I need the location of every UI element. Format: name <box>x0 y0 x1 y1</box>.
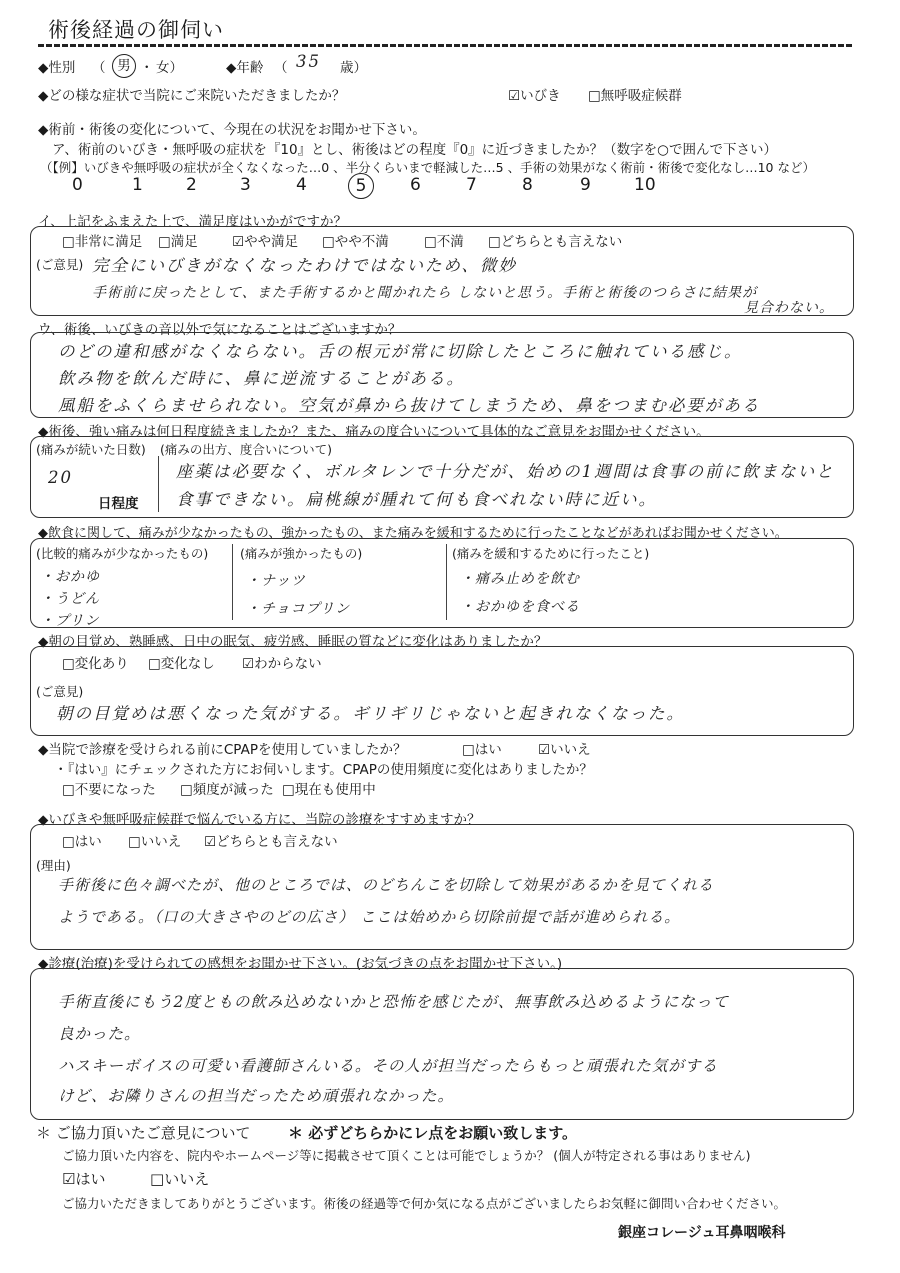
q10-answer-line-4[interactable]: けど、お隣りさんの担当だったため頑張れなかった。 <box>58 1087 455 1105</box>
q2-sub-a: ア、術前のいびき・無呼吸の症状を『10』とし、術後はどの程度『0』に近づきましたか？（数字を○で囲んで下さい） <box>52 142 777 158</box>
q8-option-label: いいえ <box>550 742 591 758</box>
q7-option-3[interactable] <box>242 652 322 672</box>
scale-3[interactable]: 3 <box>240 175 251 195</box>
clinic-name: 銀座コレージュ耳鼻咽喉科 <box>618 1225 786 1241</box>
q8-sub-question: ・『はい』にチェックされた方にお伺いします。CPAPの使用頻度に変化はありましたか？ <box>54 762 593 778</box>
q4-answer-line-1[interactable]: のどの違和感がなくならない。舌の根元が常に切除したところに触れている感じ。 <box>58 342 743 361</box>
q7-option-label: 変化あり <box>74 656 129 672</box>
checkbox-icon[interactable] <box>424 234 437 250</box>
q6-divider-2 <box>446 544 447 620</box>
q3-opinion-label: (ご意見) <box>36 257 84 272</box>
scale-0[interactable]: 0 <box>72 175 83 195</box>
q8-sub-option-label: 現在も使用中 <box>294 782 376 798</box>
q5-days-unit: 日程度 <box>98 496 139 512</box>
q1-question: ◆どの様な症状で当院にご来院いただきましたか？ <box>38 88 346 104</box>
q3-option-6[interactable] <box>488 230 622 250</box>
q7-opinion-label: (ご意見) <box>36 684 84 699</box>
q1-option-snoring[interactable] <box>508 84 561 104</box>
gender-female-option[interactable]: 女） <box>156 60 183 76</box>
age-open-paren: （ <box>274 60 288 76</box>
checkbox-icon[interactable] <box>282 782 295 798</box>
checkbox-checked-icon[interactable] <box>204 834 216 850</box>
q1-option-apnea[interactable] <box>588 84 682 104</box>
q8-question: ◆当院で診療を受けられる前にCPAPを使用していましたか？ <box>38 742 407 758</box>
q5-question: ◆術後、強い痛みは何日程度続きましたか？また、痛みの度合いについて具体的なご意見をお聞かせください。 <box>38 424 710 440</box>
q8-sub-option-label: 不要になった <box>74 782 156 798</box>
checkbox-icon[interactable] <box>588 88 601 104</box>
checkbox-checked-icon[interactable] <box>62 1170 75 1188</box>
q2-example: （【例】いびきや無呼吸の症状が全くなくなった…0 、半分くらいまで軽減した…5 、手術の効果がなく術前・術後で変化なし…10 など） <box>40 160 815 175</box>
q3-answer-line-2[interactable]: 手術前に戻ったとして、また手術するかと聞かれたら しないと思う。手術と術後のつらさに結果が <box>92 285 758 301</box>
checkbox-icon[interactable] <box>62 782 75 798</box>
page-title: 術後経過の御伺い <box>48 18 224 42</box>
q5-divider <box>158 456 159 512</box>
q3-option-label: やや不満 <box>334 234 389 250</box>
q8-sub-option-3[interactable] <box>282 778 376 798</box>
q3-option-label: やや満足 <box>244 234 299 250</box>
q3-option-label: 非常に満足 <box>74 234 143 250</box>
scale-1[interactable]: 1 <box>132 175 143 195</box>
checkbox-icon[interactable] <box>62 656 75 672</box>
footer-option-yes[interactable] <box>62 1168 105 1189</box>
q3-option-1[interactable] <box>62 230 142 250</box>
q8-option-no[interactable] <box>538 738 591 758</box>
footer-notice-right: ＊ 必ずどちらかにレ点をお願い致します。 <box>288 1124 578 1142</box>
scale-2[interactable]: 2 <box>186 175 197 195</box>
title-divider <box>38 44 853 47</box>
gender-male-option[interactable]: 男 <box>112 54 136 78</box>
q4-answer-line-3[interactable]: 風船をふくらませられない。空気が鼻から抜けてしまうため、鼻をつまむ必要がある <box>58 396 761 415</box>
q7-option-label: 変化なし <box>160 656 215 672</box>
checkbox-checked-icon[interactable] <box>538 742 550 758</box>
q5-days-value[interactable]: 20 <box>48 468 73 487</box>
q4-question: ウ、術後、いびきの音以外で気になることはございますか？ <box>38 322 402 338</box>
q9-option-label: いいえ <box>140 834 182 850</box>
q7-answer[interactable]: 朝の目覚めは悪くなった気がする。ギリギリじゃないと起きれなくなった。 <box>56 704 685 723</box>
q6-col2-item-2[interactable]: ・チョコプリン <box>246 601 351 617</box>
footer-option-label: はい <box>75 1170 106 1188</box>
q10-answer-line-2[interactable]: 良かった。 <box>58 1025 141 1043</box>
checkbox-icon[interactable] <box>128 834 141 850</box>
q8-sub-option-label: 頻度が減った <box>192 782 274 798</box>
q5-days-label: (痛みが続いた日数) <box>36 442 146 457</box>
q3-option-3[interactable] <box>232 230 298 250</box>
q3-option-label: 不満 <box>436 234 464 250</box>
q9-option-label: はい <box>74 834 102 850</box>
q2-scale <box>0 175 900 205</box>
scale-8[interactable]: 8 <box>522 175 533 195</box>
q7-option-label: わからない <box>254 656 322 672</box>
checkbox-icon[interactable] <box>148 656 161 672</box>
scale-10[interactable]: 10 <box>634 175 656 195</box>
q5-answer-line-2[interactable]: 食事できない。扁桃線が腫れて何も食べれない時に近い。 <box>176 490 657 509</box>
q9-answer-line-1[interactable]: 手術後に色々調べたが、他のところでは、のどちんこを切除して効果があるかを見てくれる <box>58 876 714 894</box>
checkbox-checked-icon[interactable] <box>232 234 244 250</box>
q9-reason-label: (理由) <box>36 858 71 873</box>
checkbox-icon[interactable] <box>180 782 193 798</box>
q6-question: ◆飲食に関して、痛みが少なかったもの、強かったもの、また痛みを緩和するために行ったことなどがあればお聞かせください。 <box>38 526 788 541</box>
checkbox-icon[interactable] <box>322 234 335 250</box>
footer-option-label: いいえ <box>164 1170 210 1188</box>
q1-option-label: 無呼吸症候群 <box>600 88 682 104</box>
q5-answer-line-1[interactable]: 座薬は必要なく、ボルタレンで十分だが、始めの1週間は食事の前に飲まないと <box>176 462 835 481</box>
q2-question: ◆術前・術後の変化について、今現在の状況をお聞かせ下さい。 <box>38 122 426 138</box>
q9-option-1[interactable] <box>62 830 102 850</box>
scale-9[interactable]: 9 <box>580 175 591 195</box>
q9-option-2[interactable] <box>128 830 181 850</box>
q10-answer-line-1[interactable]: 手術直後にもう2度ともの飲み込めないかと恐怖を感じたが、無事飲み込めるようになって <box>58 993 729 1011</box>
q9-option-3[interactable] <box>204 830 338 850</box>
q1-option-label: いびき <box>520 88 561 104</box>
q3-answer-line-3[interactable]: 見合わない。 <box>744 300 834 316</box>
q5-detail-label: (痛みの出方、度合いについて) <box>160 442 333 457</box>
checkbox-checked-icon[interactable] <box>508 88 520 104</box>
q8-option-yes[interactable] <box>462 738 502 758</box>
checkbox-icon[interactable] <box>158 234 171 250</box>
q10-answer-line-3[interactable]: ハスキーボイスの可愛い看護師さんいる。その人が担当だったらもっと頑張れた気がする <box>58 1057 718 1075</box>
q6-col3-item-2[interactable]: ・おかゆを食べる <box>460 599 580 615</box>
q6-col1-item-2[interactable]: ・うどん <box>40 591 100 607</box>
q9-answer-line-2[interactable]: ようである。（口の大きさやのどの広さ） ここは始めから切除前提で話が進められる。 <box>58 908 681 926</box>
q7-question: ◆朝の目覚め、熟睡感、日中の眠気、疲労感、睡眠の質などに変化はありましたか？ <box>38 634 548 650</box>
footer-option-no[interactable] <box>150 1168 209 1189</box>
q3-question: イ、上記をふまえた上で、満足度はいかがですか？ <box>38 214 348 230</box>
checkbox-icon[interactable] <box>150 1170 164 1188</box>
checkbox-icon[interactable] <box>62 834 75 850</box>
q3-option-5[interactable] <box>424 230 464 250</box>
q3-option-2[interactable] <box>158 230 198 250</box>
checkbox-icon[interactable] <box>488 234 501 250</box>
q9-option-label: どちらとも言えない <box>216 834 338 850</box>
q8-option-label: はい <box>474 742 502 758</box>
q8-sub-option-1[interactable] <box>62 778 156 798</box>
q8-sub-option-2[interactable] <box>180 778 274 798</box>
scale-7[interactable]: 7 <box>466 175 477 195</box>
checkbox-icon[interactable] <box>462 742 475 758</box>
scale-6[interactable]: 6 <box>410 175 421 195</box>
q6-col1-item-3[interactable]: ・プリン <box>40 613 100 629</box>
gender-separator: ・ <box>140 60 154 76</box>
age-unit: 歳） <box>340 60 367 76</box>
q3-option-4[interactable] <box>322 230 389 250</box>
gender-label: ◆性別 <box>38 60 76 76</box>
scale-4[interactable]: 4 <box>296 175 307 195</box>
footer-notice-left: ＊ ご協力頂いたご意見について <box>36 1124 251 1142</box>
q3-option-label: どちらとも言えない <box>500 234 623 250</box>
q10-question: ◆診療(治療)を受けられての感想をお聞かせ下さい。(お気づきの点をお聞かせ下さい。) <box>38 956 563 972</box>
q6-col1-label: (比較的痛みが少なかったもの) <box>36 546 209 561</box>
q6-divider-1 <box>232 544 233 620</box>
footer-thanks: ご協力いただきましてありがとうございます。術後の経過等で何か気になる点がございましたらお気軽に御問い合わせください。 <box>62 1196 787 1211</box>
q7-option-1[interactable] <box>62 652 129 672</box>
q7-option-2[interactable] <box>148 652 215 672</box>
age-label: ◆年齢 <box>226 60 264 76</box>
q6-col3-item-1[interactable]: ・痛み止めを飲む <box>460 571 580 587</box>
q9-question: ◆いびきや無呼吸症候群で悩んでいる方に、当院の診療をすすめますか？ <box>38 812 481 828</box>
scale-5-selected[interactable]: 5 <box>348 173 374 199</box>
q6-col2-label: (痛みが強かったもの) <box>240 546 363 561</box>
q3-option-label: 満足 <box>170 234 198 250</box>
checkbox-checked-icon[interactable] <box>242 656 254 672</box>
q4-answer-line-2[interactable]: 飲み物を飲んだ時に、鼻に逆流することがある。 <box>58 369 465 388</box>
age-value[interactable]: 35 <box>296 52 321 71</box>
q6-col1-item-1[interactable]: ・おかゆ <box>40 569 100 585</box>
q6-col2-item-1[interactable]: ・ナッツ <box>246 573 306 589</box>
checkbox-icon[interactable] <box>62 234 75 250</box>
gender-open-paren: （ <box>92 60 106 76</box>
footer-question: ご協力頂いた内容を、院内やホームページ等に掲載させて頂くことは可能でしょうか？ (個人が特定される事はありません) <box>62 1148 751 1163</box>
q3-answer-line-1[interactable]: 完全にいびきがなくなったわけではないため、微妙 <box>92 256 517 275</box>
q6-col3-label: (痛みを緩和するために行ったこと) <box>452 546 650 561</box>
